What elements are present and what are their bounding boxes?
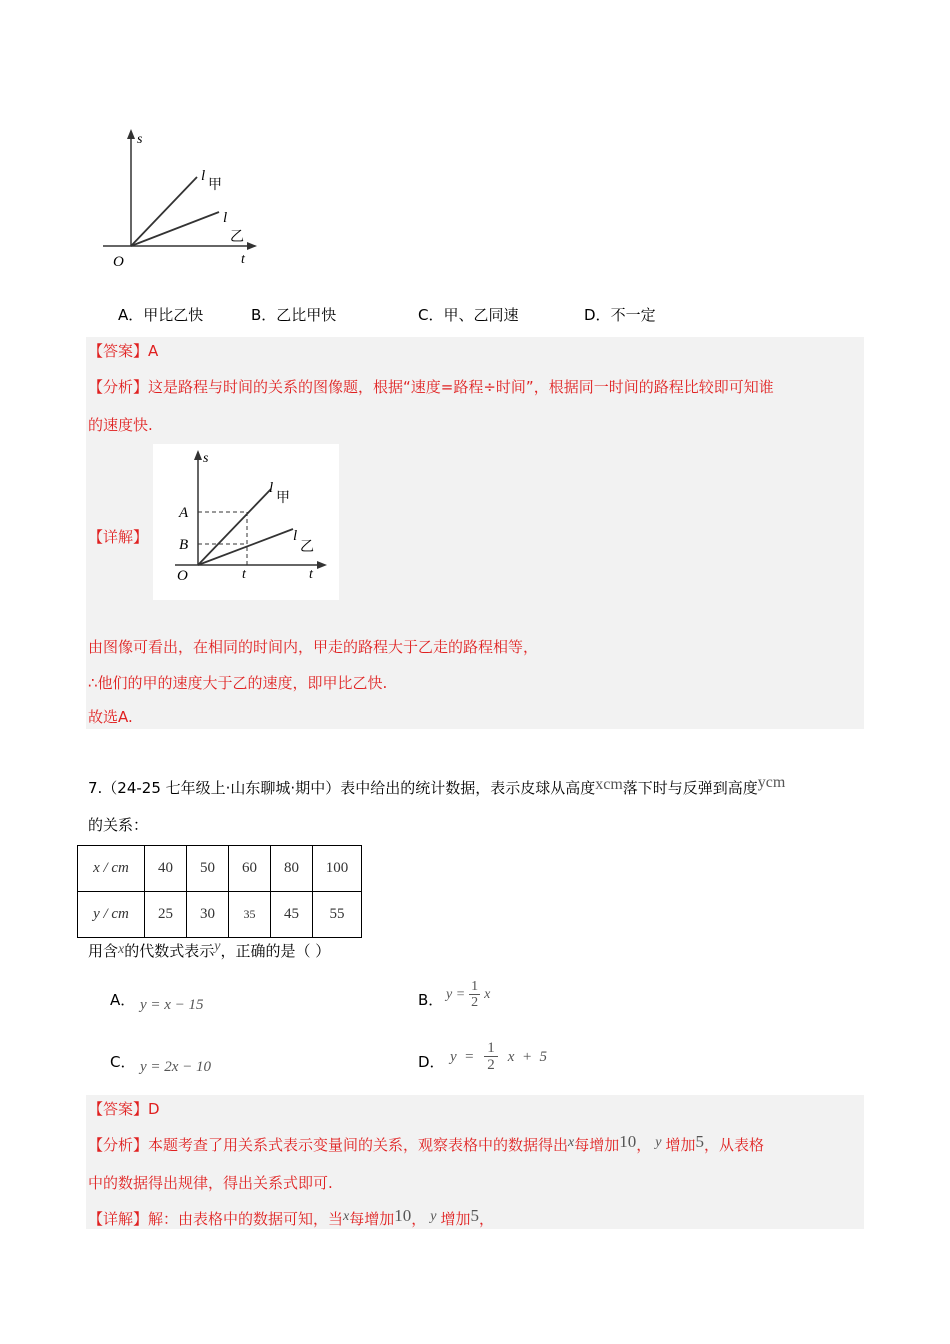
q7-analysis-line1: 【分析】本题考查了用关系式表示变量间的关系，观察表格中的数据得出x每增加10， y 增加5，从表格 xyxy=(88,1132,765,1154)
tick-t-label: t xyxy=(242,567,246,582)
q6-detail-line1: 由图像可看出，在相同的时间内，甲走的路程大于乙走的路程相等， xyxy=(88,638,539,656)
table-cell: 40 xyxy=(145,846,187,892)
table-cell: 80 xyxy=(271,846,313,892)
q7-option-a: A． xyxy=(110,991,136,1009)
option-a: A．甲比乙快 xyxy=(118,306,204,324)
table-cell: 100 xyxy=(313,846,362,892)
header-y: y / cm xyxy=(78,892,145,938)
axis-s-label: s xyxy=(137,132,143,147)
q7-stem-line1: 7.（24-25 七年级上·山东聊城·期中）表中给出的统计数据，表示皮球从高度xcm落下时与反弹到高度ycm xyxy=(88,774,786,797)
tick-b-label: B xyxy=(179,537,189,553)
table-cell: 60 xyxy=(229,846,271,892)
table-cell: 50 xyxy=(187,846,229,892)
q7-detail-line1: 【详解】解：由表格中的数据可知，当x每增加10， y 增加5， xyxy=(88,1206,495,1228)
bounce-data-table xyxy=(77,845,362,938)
q6-analysis-line1: 【分析】这是路程与时间的关系的图像题，根据“速度=路程÷时间”，根据同一时间的路程比较即可知谁 xyxy=(88,378,774,396)
q6-detail-line2: ∴他们的甲的速度大于乙的速度，即甲比乙快. xyxy=(88,674,388,692)
line-yi-sub-2: 乙 xyxy=(300,540,314,555)
line-jia-l-2: l xyxy=(269,480,274,496)
q6-answer: 【答案】A xyxy=(88,342,159,360)
q6-detail-label: 【详解】 xyxy=(88,528,149,546)
line-jia-l: l xyxy=(201,168,206,184)
axis-t-label: t xyxy=(241,252,245,267)
q7-option-c: C． xyxy=(110,1053,136,1071)
line-yi-sub: 乙 xyxy=(230,230,244,245)
tick-a-label: A xyxy=(179,505,189,521)
q6-analysis-line2: 的速度快. xyxy=(88,416,153,434)
table-row xyxy=(78,892,362,938)
axis-s-label-2: s xyxy=(203,451,209,466)
line-jia-sub: 甲 xyxy=(208,178,222,193)
q7-option-d-expr: y = $\frac{1}{2}$ x + 5 xyxy=(450,1040,548,1073)
table-cell: 45 xyxy=(271,892,313,938)
table-cell: 25 xyxy=(145,892,187,938)
q7-option-a-expr: y = x − 15 xyxy=(140,997,204,1013)
q7-stem-line2: 的关系： xyxy=(88,816,149,834)
table-cell: 30 xyxy=(187,892,229,938)
line-jia-sub-2: 甲 xyxy=(276,491,290,506)
fraction: $\frac{1}{2}$ xyxy=(484,1040,498,1074)
option-b: B．乙比甲快 xyxy=(251,306,337,324)
q6-detail-line3: 故选A. xyxy=(88,708,133,726)
origin-label: O xyxy=(113,254,124,270)
option-c: C．甲、乙同速 xyxy=(418,306,519,324)
axis-t-label-2: t xyxy=(309,567,313,582)
table-row xyxy=(78,846,362,892)
header-x: x / cm xyxy=(78,846,145,892)
detail-graph xyxy=(153,444,339,600)
line-yi-l: l xyxy=(223,210,228,226)
line-yi-l-2: l xyxy=(293,528,298,544)
q7-analysis-line2: 中的数据得出规律，得出关系式即可. xyxy=(88,1174,333,1192)
q7-answer: 【答案】D xyxy=(88,1100,160,1118)
q7-option-b: B． xyxy=(418,991,444,1009)
q7-prompt: 用含x的代数式表示y，正确的是（ ） xyxy=(88,939,331,960)
distance-time-graph xyxy=(95,125,265,270)
q7-option-c-expr: y = 2x − 10 xyxy=(140,1059,212,1075)
q7-option-b-expr: y = $\frac{1}{2}$ x xyxy=(446,979,491,1010)
option-d: D．不一定 xyxy=(584,306,656,324)
q7-option-d: D． xyxy=(418,1053,445,1071)
table-cell: 35 xyxy=(229,892,271,938)
fraction: $\frac{1}{2}$ xyxy=(471,979,479,1010)
origin-label-2: O xyxy=(177,568,188,584)
table-cell: 55 xyxy=(313,892,362,938)
